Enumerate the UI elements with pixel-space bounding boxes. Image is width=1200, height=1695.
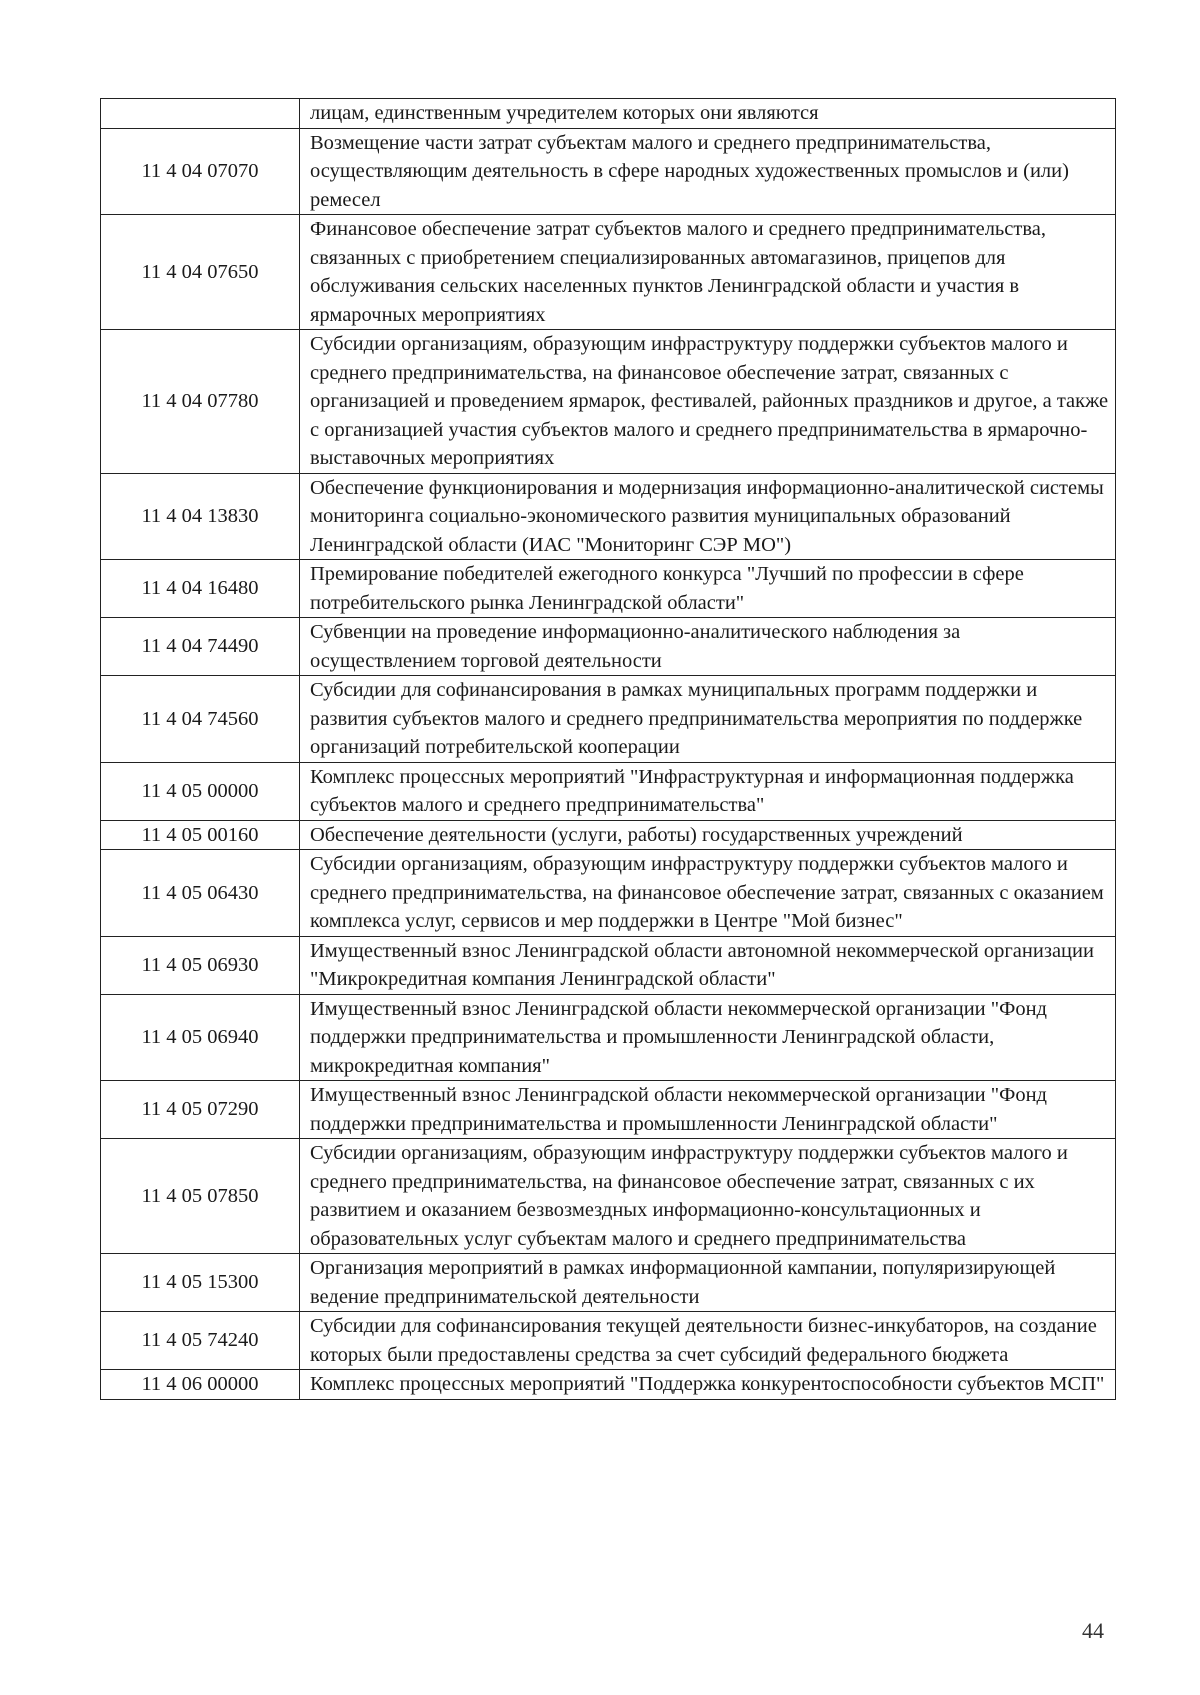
table-row [101,330,1116,474]
row-code: 11 4 05 15300 [101,1254,300,1312]
row-description: Субсидии организациям, образующим инфраструктуру поддержки субъектов малого и среднего предпринимательства, на финансовое обеспечение затрат, связанных с их развитием и оказанием безвозмездных информационно-консультационных и образовательных услуг субъектам малого и среднего предпринимательства [300,1139,1116,1254]
table-row [101,560,1116,618]
table-row [101,215,1116,330]
page-number: 44 [1082,1618,1104,1643]
row-description: Премирование победителей ежегодного конкурса "Лучший по профессии в сфере потребительского рынка Ленинградской области" [300,560,1116,618]
row-code: 11 4 05 06940 [101,994,300,1081]
row-code: 11 4 05 00000 [101,762,300,820]
row-description: Субвенции на проведение информационно-аналитического наблюдения за осуществлением торговой деятельности [300,618,1116,676]
table-row [101,820,1116,850]
row-code: 11 4 05 07290 [101,1081,300,1139]
row-code: 11 4 04 13830 [101,473,300,560]
row-code: 11 4 05 00160 [101,820,300,850]
row-code: 11 4 04 74560 [101,676,300,763]
row-description: Имущественный взнос Ленинградской области автономной некоммерческой организации "Микрокредитная компания Ленинградской области" [300,936,1116,994]
table-row [101,676,1116,763]
row-description: Субсидии для софинансирования текущей деятельности бизнес-инкубаторов, на создание которых были предоставлены средства за счет субсидий федерального бюджета [300,1312,1116,1370]
row-description: Имущественный взнос Ленинградской области некоммерческой организации "Фонд поддержки предпринимательства и промышленности Ленинградской области" [300,1081,1116,1139]
table-row [101,128,1116,215]
row-description: Субсидии организациям, образующим инфраструктуру поддержки субъектов малого и среднего предпринимательства, на финансовое обеспечение затрат, связанных с организацией и проведением ярмарок, фестивалей, районных праздников и другое, а также с организацией участия субъектов малого и среднего предпринимательства в ярмарочно-выставочных мероприятиях [300,330,1116,474]
row-description: Комплекс процессных мероприятий "Поддержка конкурентоспособности субъектов МСП" [300,1370,1116,1400]
row-description: Субсидии для софинансирования в рамках муниципальных программ поддержки и развития субъектов малого и среднего предпринимательства мероприятия по поддержке организаций потребительской кооперации [300,676,1116,763]
row-code: 11 4 04 16480 [101,560,300,618]
table-row [101,99,1116,129]
table-row [101,1254,1116,1312]
row-code: 11 4 06 00000 [101,1370,300,1400]
row-description: Возмещение части затрат субъектам малого и среднего предпринимательства, осуществляющим деятельность в сфере народных художественных промыслов и (или) ремесел [300,128,1116,215]
row-description: лицам, единственным учредителем которых они являются [300,99,1116,129]
table-row [101,618,1116,676]
row-description: Комплекс процессных мероприятий "Инфраструктурная и информационная поддержка субъектов малого и среднего предпринимательства" [300,762,1116,820]
row-code: 11 4 05 74240 [101,1312,300,1370]
table-row [101,850,1116,937]
row-description: Имущественный взнос Ленинградской области некоммерческой организации "Фонд поддержки предпринимательства и промышленности Ленинградской области, микрокредитная компания" [300,994,1116,1081]
row-code: 11 4 04 74490 [101,618,300,676]
table-row [101,473,1116,560]
row-code: 11 4 04 07070 [101,128,300,215]
row-code: 11 4 05 07850 [101,1139,300,1254]
row-code: 11 4 05 06430 [101,850,300,937]
row-description: Финансовое обеспечение затрат субъектов малого и среднего предпринимательства, связанных с приобретением специализированных автомагазинов, прицепов для обслуживания сельских населенных пунктов Ленинградской области и участия в ярмарочных мероприятиях [300,215,1116,330]
budget-codes-table [100,98,1116,1400]
row-code: 11 4 04 07780 [101,330,300,474]
row-description: Обеспечение функционирования и модернизация информационно-аналитической системы мониторинга социально-экономического развития муниципальных образований Ленинградской области (ИАС "Мониторинг СЭР МО") [300,473,1116,560]
table-row [101,994,1116,1081]
row-description: Организация мероприятий в рамках информационной кампании, популяризирующей ведение предпринимательской деятельности [300,1254,1116,1312]
row-code: 11 4 05 06930 [101,936,300,994]
row-code: 11 4 04 07650 [101,215,300,330]
table-row [101,762,1116,820]
row-code [101,99,300,129]
table-row [101,1312,1116,1370]
row-description: Обеспечение деятельности (услуги, работы) государственных учреждений [300,820,1116,850]
table-row [101,1081,1116,1139]
table-row [101,936,1116,994]
table-row [101,1370,1116,1400]
row-description: Субсидии организациям, образующим инфраструктуру поддержки субъектов малого и среднего предпринимательства, на финансовое обеспечение затрат, связанных с оказанием комплекса услуг, сервисов и мер поддержки в Центре "Мой бизнес" [300,850,1116,937]
table-row [101,1139,1116,1254]
